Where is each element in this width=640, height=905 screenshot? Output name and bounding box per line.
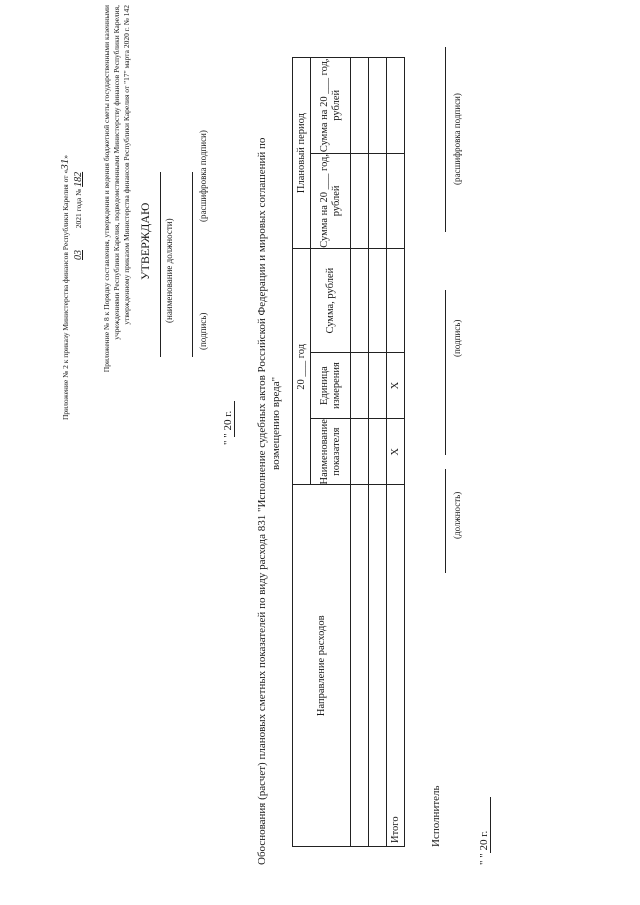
executor-signature-caption: (подпись) xyxy=(452,319,462,357)
position-caption: (наименование должности) xyxy=(164,218,174,323)
signature-caption: (подпись) xyxy=(198,312,208,350)
executor-signature-line xyxy=(445,290,446,455)
header-direction: Направление расходов xyxy=(293,485,351,847)
executor-decode-line xyxy=(445,47,446,232)
table-row xyxy=(351,58,369,847)
appendix-day: 31 xyxy=(59,158,71,170)
total-label: Итого xyxy=(387,485,405,847)
header-plan-2: Сумма на 20 ___ год, рублей xyxy=(311,58,351,154)
appendix-line-2: 03 2021 года № 182 xyxy=(73,171,84,260)
table-row xyxy=(369,58,387,847)
document-title-line-1: Обоснования (расчет) плановых сметных показателей по виду расхода 831 "Исполнение судебных актов Российской Федерации и мировых соглашений по xyxy=(256,137,268,865)
header-sum: Сумма, рублей xyxy=(311,249,351,353)
decode-caption: (расшифровка подписи) xyxy=(198,130,208,222)
executor-decode-caption: (расшифровка подписи) xyxy=(452,93,462,185)
approve-title: УТВЕРЖДАЮ xyxy=(138,202,152,280)
position-line xyxy=(160,172,161,357)
executor-position-line xyxy=(445,469,446,573)
footer-date: " " 20 г. xyxy=(478,830,490,865)
header-plan-1: Сумма на 20 ___ год, рублей xyxy=(311,153,351,249)
position-line-2 xyxy=(192,172,193,357)
header-year: 20 ___ год xyxy=(293,249,311,485)
document-title-line-2: возмещению вреда" xyxy=(270,376,282,470)
approve-date: " " 20 г. xyxy=(222,410,234,445)
header-plan-period: Плановый период xyxy=(293,58,311,249)
total-x-mark-1: X xyxy=(387,419,405,485)
appendix-line-1: Приложение № 2 к приказу Министерства финансов Республики Карелия от «31» xyxy=(59,155,71,420)
header-unit: Единица измерения xyxy=(311,353,351,419)
executor-position-caption: (должность) xyxy=(452,491,462,539)
order-reference: Приложение № 8 к Порядку составления, утверждения и ведения бюджетной сметы государственными казенными учреждениями Республики Карелия, подведомственными Министерству финансов Республики Карелия, утвержденному приказом Министерства финансов Республики Карелия от "17" марта 2020 г. № 142 xyxy=(102,5,131,373)
calculation-table xyxy=(292,57,405,847)
total-x-mark-2: X xyxy=(387,353,405,419)
executor-label: Исполнитель xyxy=(430,785,442,847)
header-indicator-name: Наименование показателя xyxy=(311,419,351,485)
total-row xyxy=(387,58,405,847)
